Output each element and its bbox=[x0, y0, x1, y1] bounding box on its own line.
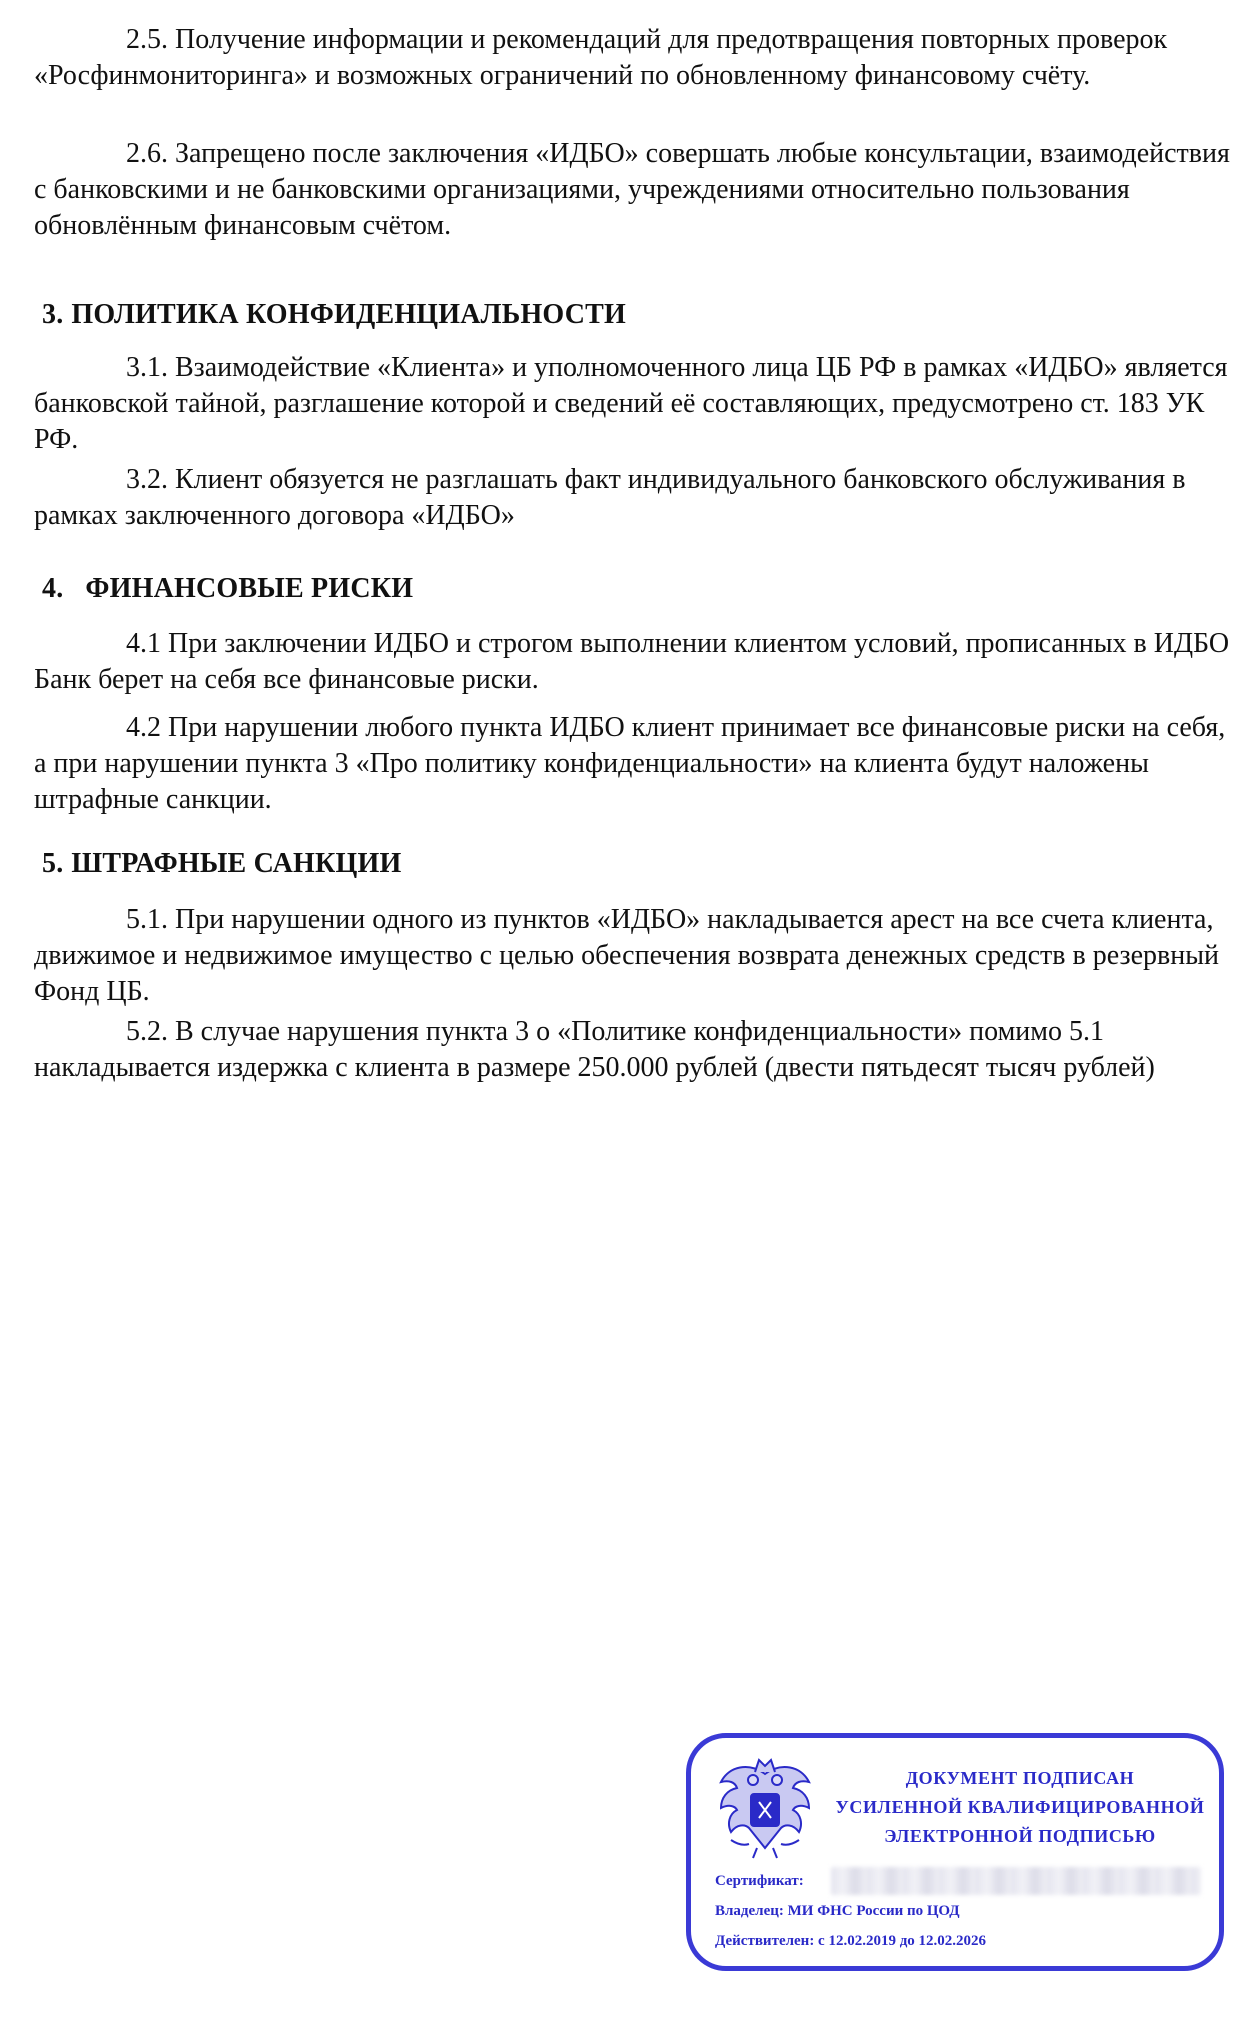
paragraph-4-1: 4.1 При заключении ИДБО и строгом выполнении клиентом условий, прописанных в ИДБО Банк берет на себя все финансовые риски. bbox=[34, 628, 1230, 695]
section-3-number: 3. bbox=[42, 299, 64, 330]
section-5-number: 5. bbox=[42, 848, 64, 879]
paragraph-4-2: 4.2 При нарушении любого пункта ИДБО клиент принимает все финансовые риски на себя, а при нарушении пункта 3 «Про политику конфиденциальности» на клиента будут наложены штрафные санкции. bbox=[34, 712, 1226, 815]
section-5-title: ШТРАФНЫЕ САНКЦИИ bbox=[71, 848, 402, 879]
certificate-validity: Действителен: с 12.02.2019 до 12.02.2026 bbox=[715, 1933, 987, 1949]
paragraph-5-2: 5.2. В случае нарушения пункта 3 о «Политике конфиденциальности» помимо 5.1 накладывается издержка с клиента в размере 250.000 рублей (двести пятьдесят тысяч рублей) bbox=[34, 1016, 1155, 1083]
certificate-owner: Владелец: МИ ФНС России по ЦОД bbox=[715, 1903, 960, 1919]
section-4-title: ФИНАНСОВЫЕ РИСКИ bbox=[85, 573, 414, 604]
section-4-number: 4. bbox=[42, 573, 64, 604]
certificate-label: Сертификат: bbox=[715, 1873, 804, 1889]
stamp-title bbox=[825, 1764, 1215, 1851]
paragraph-5-1: 5.1. При нарушении одного из пунктов «ИДБО» накладывается арест на все счета клиента, движимое и недвижимое имущество с целью обеспечения возврата денежных средств в резервный Фонд ЦБ. bbox=[34, 904, 1219, 1007]
section-3-heading bbox=[42, 297, 626, 333]
paragraph-3-1: 3.1. Взаимодействие «Клиента» и уполномоченного лица ЦБ РФ в рамках «ИДБО» является банковской тайной, разглашение которой и сведений её составляющих, предусмотрено ст. 183 УК РФ. bbox=[34, 352, 1228, 455]
stamp-title-line-3: ЭЛЕКТРОННОЙ ПОДПИСЬЮ bbox=[884, 1826, 1156, 1846]
section-4-heading bbox=[42, 571, 413, 607]
paragraph-2-5: 2.5. Получение информации и рекомендаций для предотвращения повторных проверок «Росфинмониторинга» и возможных ограничений по обновленному финансовому счёту. bbox=[34, 24, 1168, 91]
paragraph-3-2: 3.2. Клиент обязуется не разглашать факт индивидуального банковского обслуживания в рамках заключенного договора «ИДБО» bbox=[34, 464, 1186, 531]
stamp-title-line-1: ДОКУМЕНТ ПОДПИСАН bbox=[905, 1768, 1135, 1788]
paragraph-2-6: 2.6. Запрещено после заключения «ИДБО» совершать любые консультации, взаимодействия с банковскими и не банковскими организациями, учреждениями относительно пользования обновлённым финансовым счётом. bbox=[34, 138, 1230, 241]
section-3-title: ПОЛИТИКА КОНФИДЕНЦИАЛЬНОСТИ bbox=[71, 299, 627, 330]
electronic-signature-stamp bbox=[686, 1733, 1224, 1971]
stamp-title-line-2: УСИЛЕННОЙ КВАЛИФИЦИРОВАННОЙ bbox=[835, 1797, 1205, 1817]
certificate-number-redacted bbox=[831, 1867, 1201, 1895]
coat-of-arms-icon bbox=[709, 1752, 821, 1864]
section-5-heading bbox=[42, 846, 401, 882]
